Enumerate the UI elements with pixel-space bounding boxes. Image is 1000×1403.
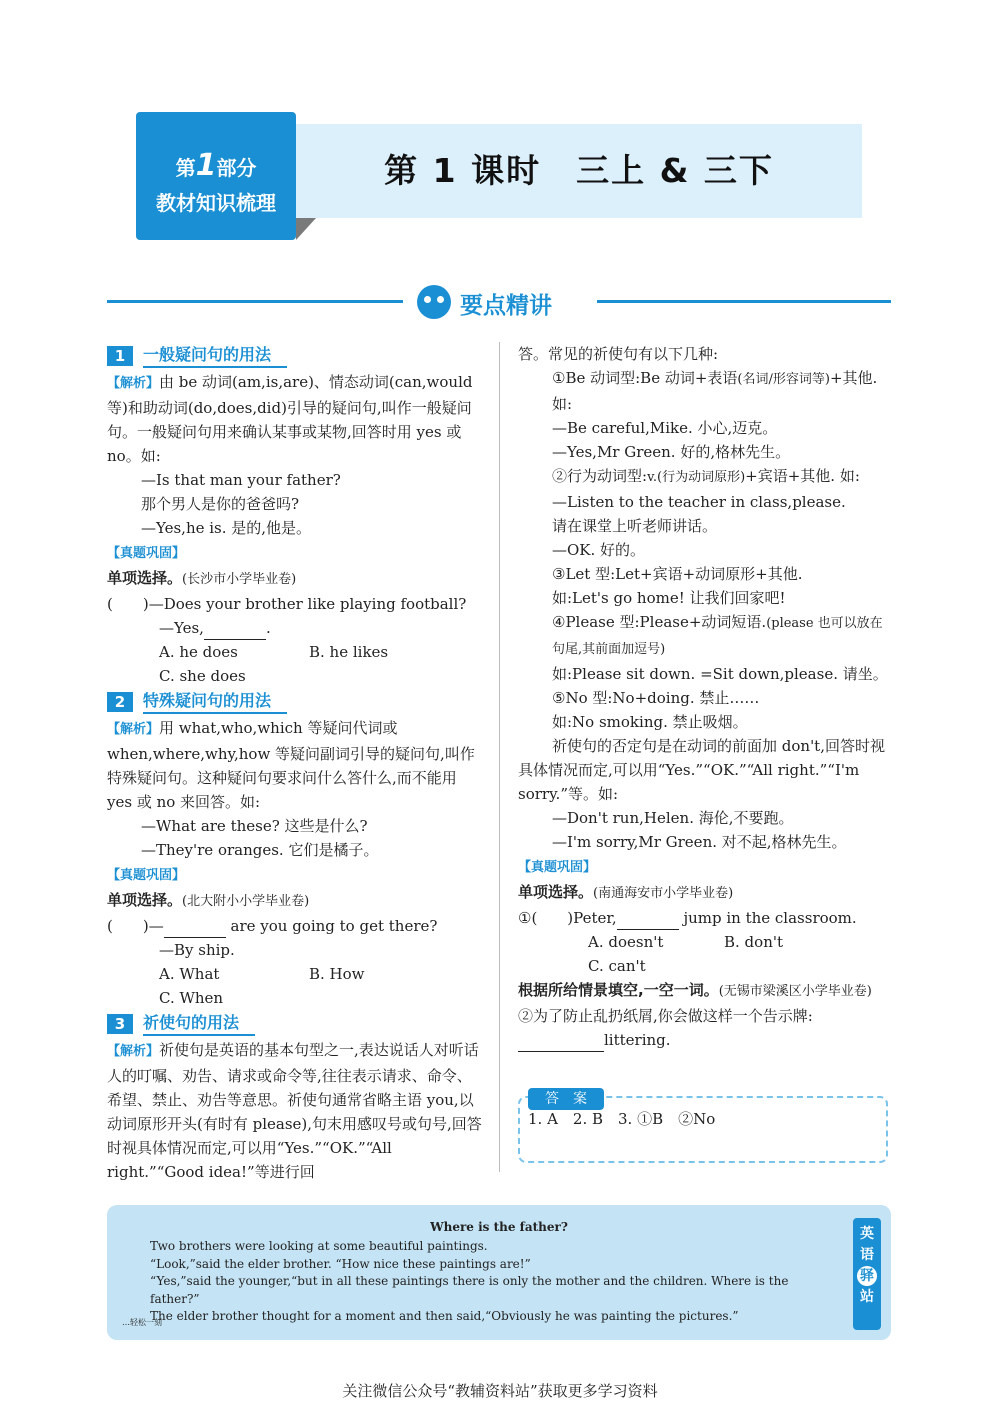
story-line: Two brothers were looking at some beautiful paintings. — [150, 1239, 488, 1253]
type-1-end: +其他. 如: — [552, 369, 878, 413]
option-b: B. How — [309, 965, 365, 983]
fill-word: littering. — [604, 1031, 671, 1049]
example-line: 如:No smoking. 禁止吸烟。 — [552, 713, 748, 731]
fill-heading: 根据所给情景填空,一空一词。 — [518, 981, 719, 999]
example-line: —They're oranges. 它们是橘子。 — [141, 841, 379, 859]
badge-subtitle: 教材知识梳理 — [156, 191, 276, 215]
example-line: —Yes,he is. 是的,他是。 — [141, 519, 312, 537]
example-line: —OK. 好的。 — [552, 541, 646, 559]
answer-blank[interactable] — [617, 913, 679, 930]
example-line: —Is that man your father? — [141, 471, 341, 489]
side-char-circled: 驿 — [857, 1266, 877, 1286]
question-source: (长沙市小学毕业卷) — [182, 572, 297, 587]
option-c: C. can't — [588, 957, 646, 975]
story-line: The elder brother thought for a moment and then said,“Obviously he was painting the pictures.” — [150, 1309, 739, 1324]
type-2-note: v.(行为动词原形) — [647, 470, 746, 485]
option-b: B. he likes — [309, 643, 389, 661]
type-4: ④Please 型:Please+动词短语. — [552, 613, 767, 631]
part-badge — [136, 112, 296, 240]
continued-text: 答。常见的祈使句有以下几种: — [518, 345, 719, 363]
section-1-heading — [107, 344, 482, 368]
practice-tag: 【真题巩固】 — [518, 860, 597, 875]
section-title: 特殊疑问句的用法 — [143, 690, 287, 714]
analysis-text: 祈使句是英语的基本句型之一,表达说话人对听话人的叮嘱、劝告、请求或命令等,往往表示请求、命令、希望、禁止、劝告等意思。祈使句通常省略主语 you,以动词原形开头(有时有 please),句末用感叹号或句号,回答时视具体情况而定,可以用“Yes.”“OK.”“All right.”“Good idea!”等进行回 — [107, 1041, 482, 1181]
section-number: 2 — [107, 692, 133, 712]
answer-prompt: —Yes, — [159, 619, 204, 637]
option-b: B. don't — [724, 933, 784, 951]
fill-question: ②为了防止乱扔纸屑,你会做这样一个告示牌: — [518, 1007, 813, 1025]
left-column — [107, 342, 482, 1184]
example-line: 那个男人是你的爸爸吗? — [141, 495, 300, 513]
story-title: Where is the father? — [430, 1220, 568, 1234]
side-char: 语 — [860, 1247, 874, 1263]
banner-line-right — [597, 300, 891, 303]
badge-prefix: 第 — [175, 156, 196, 180]
example-line: 如:Please sit down. =Sit down,please. 请坐。 — [552, 665, 888, 683]
type-4-note: (please 也可以放在句尾,其前面加逗号) — [552, 616, 883, 657]
negative-text: 祈使句的否定句是在动词的前面加 don't,回答时视具体情况而定,可以用“Yes.”“OK.”“All right.”“I'm sorry.”等。如: — [518, 737, 885, 803]
page-footer: 关注微信公众号“教辅资料站”获取更多学习资料 — [342, 1382, 658, 1400]
type-2: ②行为动词型: — [552, 467, 648, 485]
question-heading: 单项选择。 — [107, 891, 183, 909]
question-text: jump in the classroom. — [683, 909, 857, 927]
section-title: 祈使句的用法 — [143, 1012, 255, 1036]
question-heading: 单项选择。 — [518, 883, 594, 901]
example-line: —I'm sorry,Mr Green. 对不起,格林先生。 — [552, 833, 847, 851]
option-c: C. she does — [159, 667, 246, 685]
badge-suffix: 部分 — [216, 156, 257, 180]
type-1-note: (名词/形容词等) — [737, 372, 830, 387]
story-body — [150, 1238, 830, 1326]
analysis-text: 由 be 动词(am,is,are)、情态动词(can,would 等)和助动词(do,does,did)引导的疑问句,叫作一般疑问句。一般疑问句用来确认某事或某物,回答时用 yes 或 no。如: — [107, 373, 473, 465]
side-char: 英 — [860, 1226, 874, 1242]
banner-title: 要点精讲 — [460, 293, 552, 319]
section-number: 3 — [107, 1014, 133, 1034]
analysis-text: 用 what,who,which 等疑问代词或 when,where,why,how 等疑问副词引导的疑问句,叫作特殊疑问句。这种疑问句要求问什么答什么,而不能用 yes 或 no 来回答。如: — [107, 719, 475, 811]
example-line: —What are these? 这些是什么? — [141, 817, 368, 835]
question-prefix: ( )— — [107, 917, 164, 935]
section-3-heading — [107, 1012, 482, 1036]
analysis-tag: 【解析】 — [107, 722, 160, 737]
option-c: C. When — [159, 989, 224, 1007]
type-5: ⑤No 型:No+doing. 禁止…… — [552, 689, 760, 707]
example-line: —Don't run,Helen. 海伦,不要跑。 — [552, 809, 794, 827]
question-line: ( )—Does your brother like playing football? — [107, 595, 467, 613]
type-1: ①Be 动词型:Be 动词+表语 — [552, 369, 738, 387]
question-heading: 单项选择。 — [107, 569, 183, 587]
lesson-title: 第 1 课时 三上 & 三下 — [384, 151, 774, 190]
owl-icon — [417, 285, 451, 319]
side-char: 站 — [860, 1289, 874, 1305]
option-a: A. he does — [159, 643, 238, 661]
fill-blank[interactable] — [518, 1035, 604, 1052]
story-line: “Yes,”said the younger,“but in all these paintings there is only the mother and the children. Where is the father?” — [150, 1274, 789, 1306]
fill-source: (无锡市梁溪区小学毕业卷) — [718, 984, 872, 999]
example-line: 请在课堂上听老师讲话。 — [552, 517, 718, 535]
example-line: —Listen to the teacher in class,please. — [552, 493, 846, 511]
english-station-tab — [853, 1218, 881, 1330]
section-number: 1 — [107, 346, 133, 366]
analysis-tag: 【解析】 — [107, 1044, 160, 1059]
column-divider — [499, 342, 500, 1172]
answer-line: —By ship. — [159, 941, 235, 959]
story-footnote: …轻松一刻 — [122, 1318, 162, 1327]
banner-line-left — [107, 300, 403, 303]
analysis-tag: 【解析】 — [107, 376, 160, 391]
option-a: A. What — [159, 965, 220, 983]
answer-text: 1. A 2. B 3. ①B ②No — [528, 1110, 716, 1128]
example-line: —Yes,Mr Green. 好的,格林先生。 — [552, 443, 791, 461]
question-source: (南通海安市小学毕业卷) — [593, 886, 734, 901]
question-source: (北大附小小学毕业卷) — [182, 894, 310, 909]
badge-number: 1 — [195, 148, 217, 183]
answer-end: . — [265, 619, 271, 637]
section-2-heading — [107, 690, 482, 714]
type-3: ③Let 型:Let+宾语+动词原形+其他. — [552, 565, 803, 583]
practice-tag: 【真题巩固】 — [107, 868, 186, 883]
question-text: are you going to get there? — [230, 917, 438, 935]
question-prefix: ①( )Peter, — [518, 909, 617, 927]
answer-label: 答 案 — [528, 1088, 604, 1110]
answer-blank[interactable] — [164, 921, 226, 938]
option-a: A. doesn't — [588, 933, 664, 951]
example-line: —Be careful,Mike. 小心,迈克。 — [552, 419, 778, 437]
practice-tag: 【真题巩固】 — [107, 546, 186, 561]
answer-blank[interactable] — [204, 623, 266, 640]
section-title: 一般疑问句的用法 — [143, 344, 287, 368]
story-line: “Look,”said the elder brother. “How nice these paintings are!” — [150, 1256, 531, 1271]
right-column — [518, 342, 893, 1052]
type-2-end: +宾语+其他. 如: — [745, 467, 860, 485]
badge-fold — [296, 218, 316, 240]
example-line: 如:Let's go home! 让我们回家吧! — [552, 589, 786, 607]
